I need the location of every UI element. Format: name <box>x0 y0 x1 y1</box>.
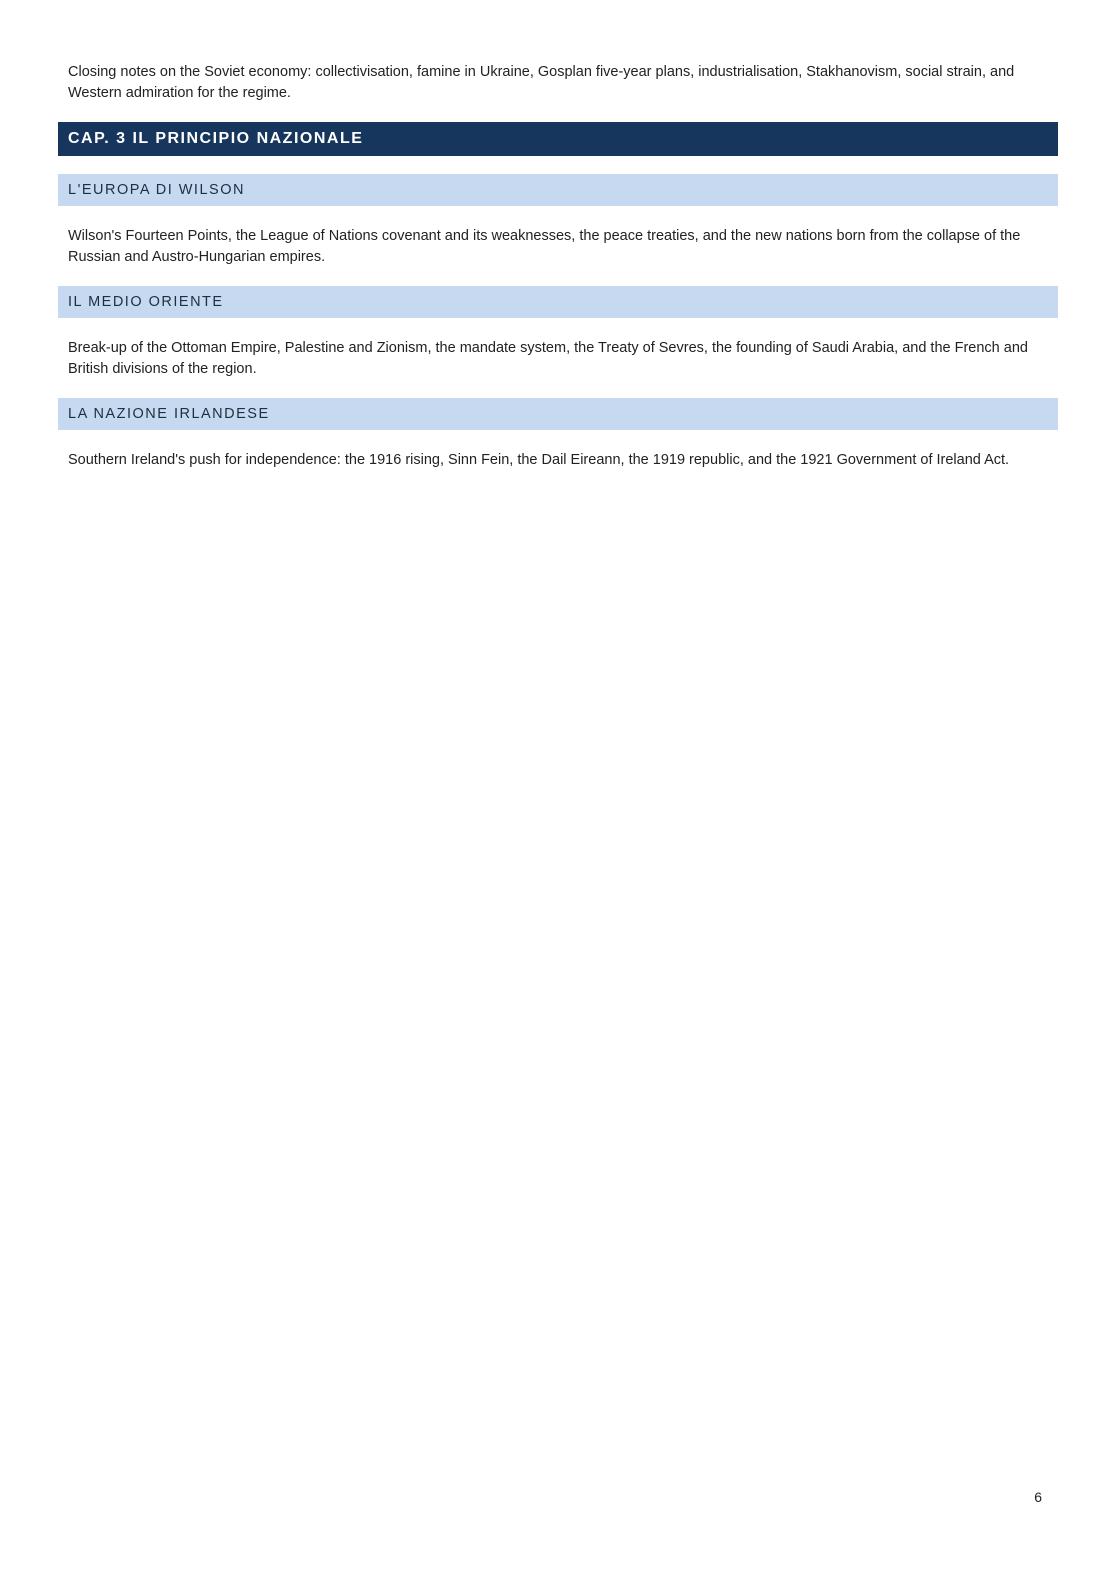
intro-summary: Closing notes on the Soviet economy: collectivisation, famine in Ukraine, Gosplan five-year plans, industrialisation, Stakhanovism, social strain, and Western admiration for the regime. <box>68 64 1015 101</box>
section-summary-medio-oriente: Break-up of the Ottoman Empire, Palestine and Zionism, the mandate system, the Treaty of Sevres, the founding of Saudi Arabia, and the French and British divisions of the region. <box>68 340 1028 377</box>
section-heading-irlanda: LA NAZIONE IRLANDESE <box>58 398 1058 430</box>
page-content <box>68 62 1048 489</box>
page-number: 6 <box>1034 1489 1042 1505</box>
section-summary-wilson: Wilson's Fourteen Points, the League of Nations covenant and its weaknesses, the peace treaties, and the new nations born from the collapse of the Russian and Austro-Hungarian empires. <box>68 228 1021 265</box>
chapter-heading: CAP. 3 IL PRINCIPIO NAZIONALE <box>58 122 1058 156</box>
section-heading-wilson: L'EUROPA DI WILSON <box>58 174 1058 206</box>
section-heading-medio-oriente: IL MEDIO ORIENTE <box>58 286 1058 318</box>
section-summary-irlanda: Southern Ireland's push for independence: the 1916 rising, Sinn Fein, the Dail Eireann, the 1919 republic, and the 1921 Government of Ireland Act. <box>68 452 1010 468</box>
